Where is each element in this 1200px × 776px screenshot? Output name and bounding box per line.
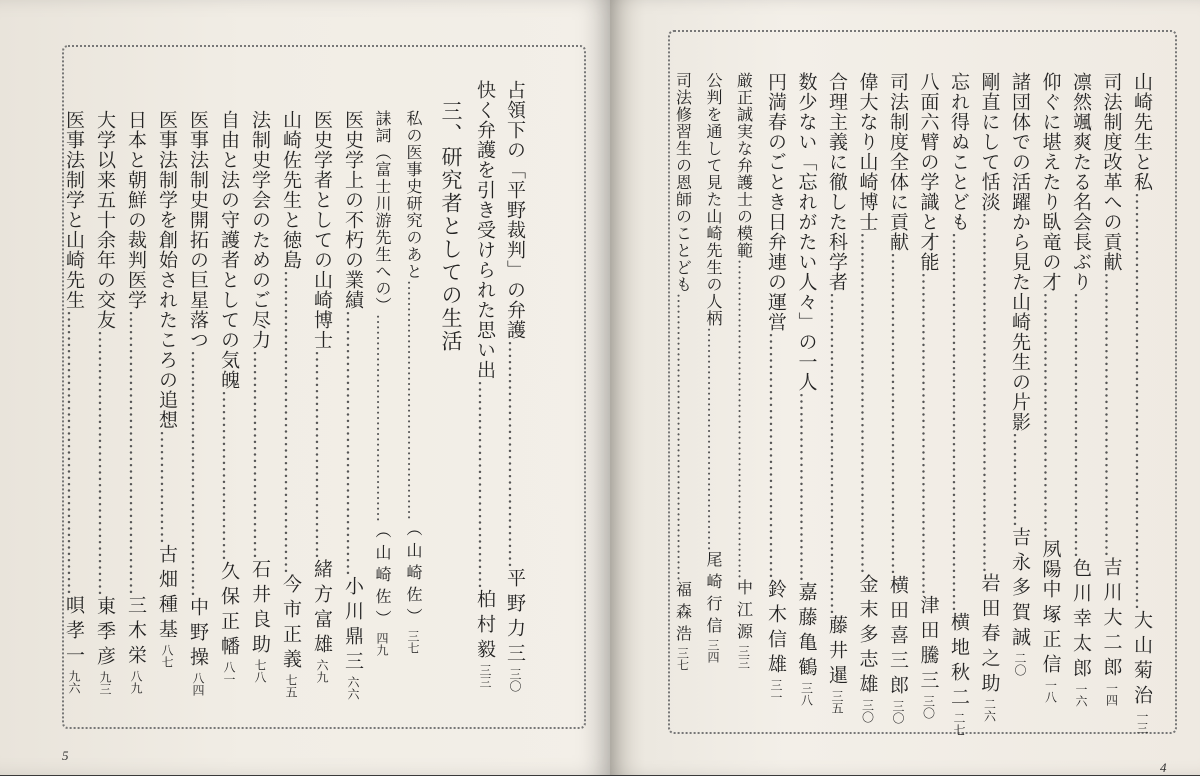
entry-author: 石井良助	[249, 559, 271, 659]
section-heading: 三、研究者としての生活	[439, 100, 463, 353]
entry-page: 一三	[1135, 710, 1149, 734]
entry-author: 中塚正信	[1039, 579, 1062, 679]
leader-dots: ………………………………………	[125, 310, 147, 595]
entry-author: 色川幸太郎	[1070, 558, 1092, 683]
entry-author: 金末多志雄	[856, 574, 879, 699]
leader-dots: ………………………………………	[404, 280, 423, 520]
toc-entry	[95, 110, 114, 700]
entry-title: 司法修習生の恩師のことども	[673, 72, 693, 293]
entry-page: 九三	[98, 671, 112, 695]
entry-title: 数少ない「忘れがたい人々」の一人	[795, 72, 818, 392]
entry-title: 凛然颯爽たる名会長ぶり	[1070, 72, 1092, 292]
toc-entry	[917, 72, 940, 719]
entry-page: 三〇	[508, 668, 522, 692]
leader-dots: ……………………………	[474, 380, 496, 589]
entry-author: 鈴木信雄	[765, 579, 787, 679]
toc-columns-right	[610, 0, 1200, 775]
toc-entry	[475, 80, 494, 700]
leader-dots: …………………………………………	[280, 270, 302, 574]
leader-dots: ……………………………………	[94, 330, 116, 596]
entry-page: 二六	[982, 698, 997, 722]
entry-page: 九六	[67, 670, 81, 694]
toc-entry	[1071, 72, 1090, 712]
toc-entry	[188, 110, 207, 700]
toc-entry	[343, 110, 362, 700]
leader-dots: ………………………………………	[1100, 272, 1123, 557]
toc-entry	[505, 80, 524, 700]
toc-entry	[978, 72, 1001, 722]
leader-dots: ………………………………	[504, 340, 526, 568]
leader-dots: …………………………	[795, 392, 818, 582]
toc-entry	[250, 110, 269, 700]
entry-author: 大山菊治	[1131, 610, 1153, 710]
entry-prefix: 夙陽	[1039, 539, 1062, 579]
entry-page: 八四	[191, 672, 205, 696]
entry-author: 岩田春之助	[978, 573, 1001, 698]
entry-author: 嘉藤亀鶴	[795, 582, 818, 682]
entry-author: 柏村毅	[474, 589, 496, 664]
entry-author: 藤井暹	[826, 615, 848, 690]
entry-author: 吉川大二郎	[1100, 557, 1123, 682]
leader-dots: ………………………………………	[63, 310, 85, 595]
entry-page: 三〇	[921, 695, 936, 719]
entry-title: 厳正誠実な弁護士の模範	[734, 72, 754, 259]
entry-title: 快く弁護を引き受けられた思い出	[474, 80, 496, 380]
entry-title: 大学以来五十余年の交友	[94, 110, 116, 330]
entry-title: 日本と朝鮮の裁判医学	[125, 110, 147, 310]
entry-title: 合理主義に徹した科学者	[826, 72, 848, 292]
entry-title: 剛直にして恬淡	[978, 72, 1001, 212]
entry-author: 横地秋二	[948, 612, 970, 712]
entry-page: 一六	[1074, 683, 1088, 707]
leader-dots: …………………………………………………………	[1131, 192, 1153, 610]
entry-author: 三木栄	[125, 595, 147, 670]
toc-entry	[827, 72, 846, 712]
toc-entry	[64, 110, 83, 700]
entry-author: 津田騰三	[917, 595, 940, 695]
toc-entry	[374, 110, 390, 700]
toc-entry	[312, 110, 331, 700]
entry-page: 三〇	[860, 699, 875, 723]
leader-dots: ……………………………………………	[917, 272, 940, 595]
toc-entry	[736, 72, 752, 712]
entry-author: 唄孝一	[63, 595, 85, 670]
entry-title: 八面六臂の学識と才能	[917, 72, 940, 272]
entry-page: 八七	[160, 644, 174, 668]
toc-entry	[887, 72, 909, 724]
entry-author: 今市正義	[280, 574, 302, 674]
entry-title: 諸団体での活躍から見た山崎先生の片影	[1009, 72, 1031, 432]
leader-dots: ……………………………………	[1070, 292, 1092, 558]
page-number: 5	[62, 748, 69, 763]
entry-page: 四九	[375, 632, 389, 656]
entry-title: 司法制度全体に貢献	[887, 72, 909, 252]
page-number: 4	[1160, 760, 1167, 775]
entry-page: 一四	[1104, 682, 1119, 706]
toc-entry	[1102, 72, 1121, 712]
entry-title: 山崎先生と私	[1131, 72, 1153, 192]
toc-entry	[675, 72, 691, 712]
toc-entry	[281, 110, 300, 700]
entry-page: 三四	[706, 639, 720, 663]
entry-page: 三〇	[891, 700, 905, 724]
entry-page: 六九	[315, 659, 329, 683]
leader-dots: ………………………………………………	[856, 232, 879, 574]
leader-dots: ……………………………………	[342, 310, 364, 576]
entry-page: 一八	[1043, 679, 1058, 703]
entry-page: 七八	[253, 659, 267, 683]
entry-title: 医史学者としての山崎博士	[311, 110, 333, 350]
entry-title: 偉大なり山崎博士	[856, 72, 879, 232]
entry-author: 東季彦	[94, 596, 116, 671]
entry-title: 誄詞（富士川游先生への）	[373, 110, 392, 314]
toc-entry	[126, 110, 145, 700]
toc-entry	[1010, 72, 1029, 712]
entry-title: 法制史学会のためのご尽力	[249, 110, 271, 350]
entry-page: 三五	[830, 690, 844, 714]
leader-dots: …………………………………	[1039, 292, 1062, 539]
toc-entry	[705, 72, 721, 712]
entry-title: 医事法制学を創始されたころの追想	[156, 110, 178, 430]
entry-page: 三七	[675, 647, 690, 671]
entry-title: 司法制度改革への貢献	[1100, 72, 1123, 272]
leader-dots: ……………	[1009, 432, 1031, 527]
entry-author: 吉永多賀誠	[1009, 527, 1031, 652]
toc-entry	[797, 72, 816, 712]
entry-page: 三七	[406, 630, 420, 654]
entry-author: 中野操	[187, 597, 209, 672]
leader-dots: …………………………………	[373, 314, 392, 522]
entry-author: 緒方富雄	[311, 559, 333, 659]
entry-author: 久保正幡	[218, 561, 240, 661]
toc-entry	[405, 110, 421, 700]
leader-dots: ……………………………………………………	[948, 232, 970, 612]
entry-page: 二七	[952, 712, 966, 736]
toc-entry	[948, 72, 970, 736]
entry-author: （山崎佐）	[404, 520, 423, 630]
leader-dots: ……………………………………………	[887, 252, 909, 575]
leader-dots: ……………………………	[311, 350, 333, 559]
entry-title: 占領下の「平野裁判」の弁護	[504, 80, 526, 340]
entry-author: 中江源	[734, 579, 754, 645]
leader-dots: ……………………………………………………	[734, 259, 754, 579]
toc-entry	[1131, 72, 1153, 734]
entry-title: 私の医事史研究のあと	[404, 110, 423, 280]
leader-dots: ………………………………………………	[673, 293, 693, 581]
toc-entry	[766, 72, 785, 712]
entry-page: 三三	[736, 645, 751, 669]
leader-dots: …………………………………	[765, 332, 787, 579]
entry-title: 自由と法の守護者としての気魄	[218, 110, 240, 390]
entry-page: 二〇	[1013, 652, 1027, 676]
entry-page: 六六	[346, 676, 360, 700]
entry-author: 横田喜三郎	[887, 575, 909, 700]
entry-author: 尾崎行信	[704, 551, 723, 639]
entry-author: 古畑種基	[156, 544, 178, 644]
leader-dots: …………………………………	[187, 350, 209, 597]
entry-page: 八一	[222, 661, 236, 685]
entry-page: 八九	[129, 670, 143, 694]
leader-dots: ……………………………………	[704, 327, 723, 551]
toc-entry	[1041, 72, 1060, 712]
right-page	[610, 0, 1200, 775]
entry-page: 三一	[769, 679, 783, 703]
entry-author: 福森浩	[673, 581, 693, 647]
entry-title: 山崎佐先生と徳島	[280, 110, 302, 270]
entry-title: 医史学上の不朽の業績	[342, 110, 364, 310]
entry-author: （山崎佐）	[373, 522, 392, 632]
leader-dots: ……………………………	[249, 350, 271, 559]
entry-page: 三八	[799, 682, 814, 706]
entry-title: 円満春のごとき日弁連の運営	[765, 72, 787, 332]
entry-author: 小川鼎三	[342, 576, 364, 676]
entry-author: 平野力三	[504, 568, 526, 668]
toc-entry	[219, 110, 238, 700]
leader-dots: ……………………………………………	[826, 292, 848, 615]
entry-title: 公判を通して見た山崎先生の人柄	[704, 72, 723, 327]
leader-dots: ………………………	[218, 390, 240, 561]
entry-title: 医事法制史開拓の巨星落つ	[187, 110, 209, 350]
entry-page: 七五	[284, 674, 298, 698]
entry-title: 忘れ得ぬことども	[948, 72, 970, 232]
entry-page: 三三	[478, 664, 492, 688]
leader-dots: ………………	[156, 430, 178, 544]
entry-title: 仰ぐに堪えたり臥竜の才	[1039, 72, 1062, 292]
entry-title: 医事法制学と山崎先生	[63, 110, 85, 310]
leader-dots: …………………………………………………	[978, 212, 1001, 573]
toc-entry	[856, 72, 879, 723]
toc-entry	[157, 110, 176, 700]
